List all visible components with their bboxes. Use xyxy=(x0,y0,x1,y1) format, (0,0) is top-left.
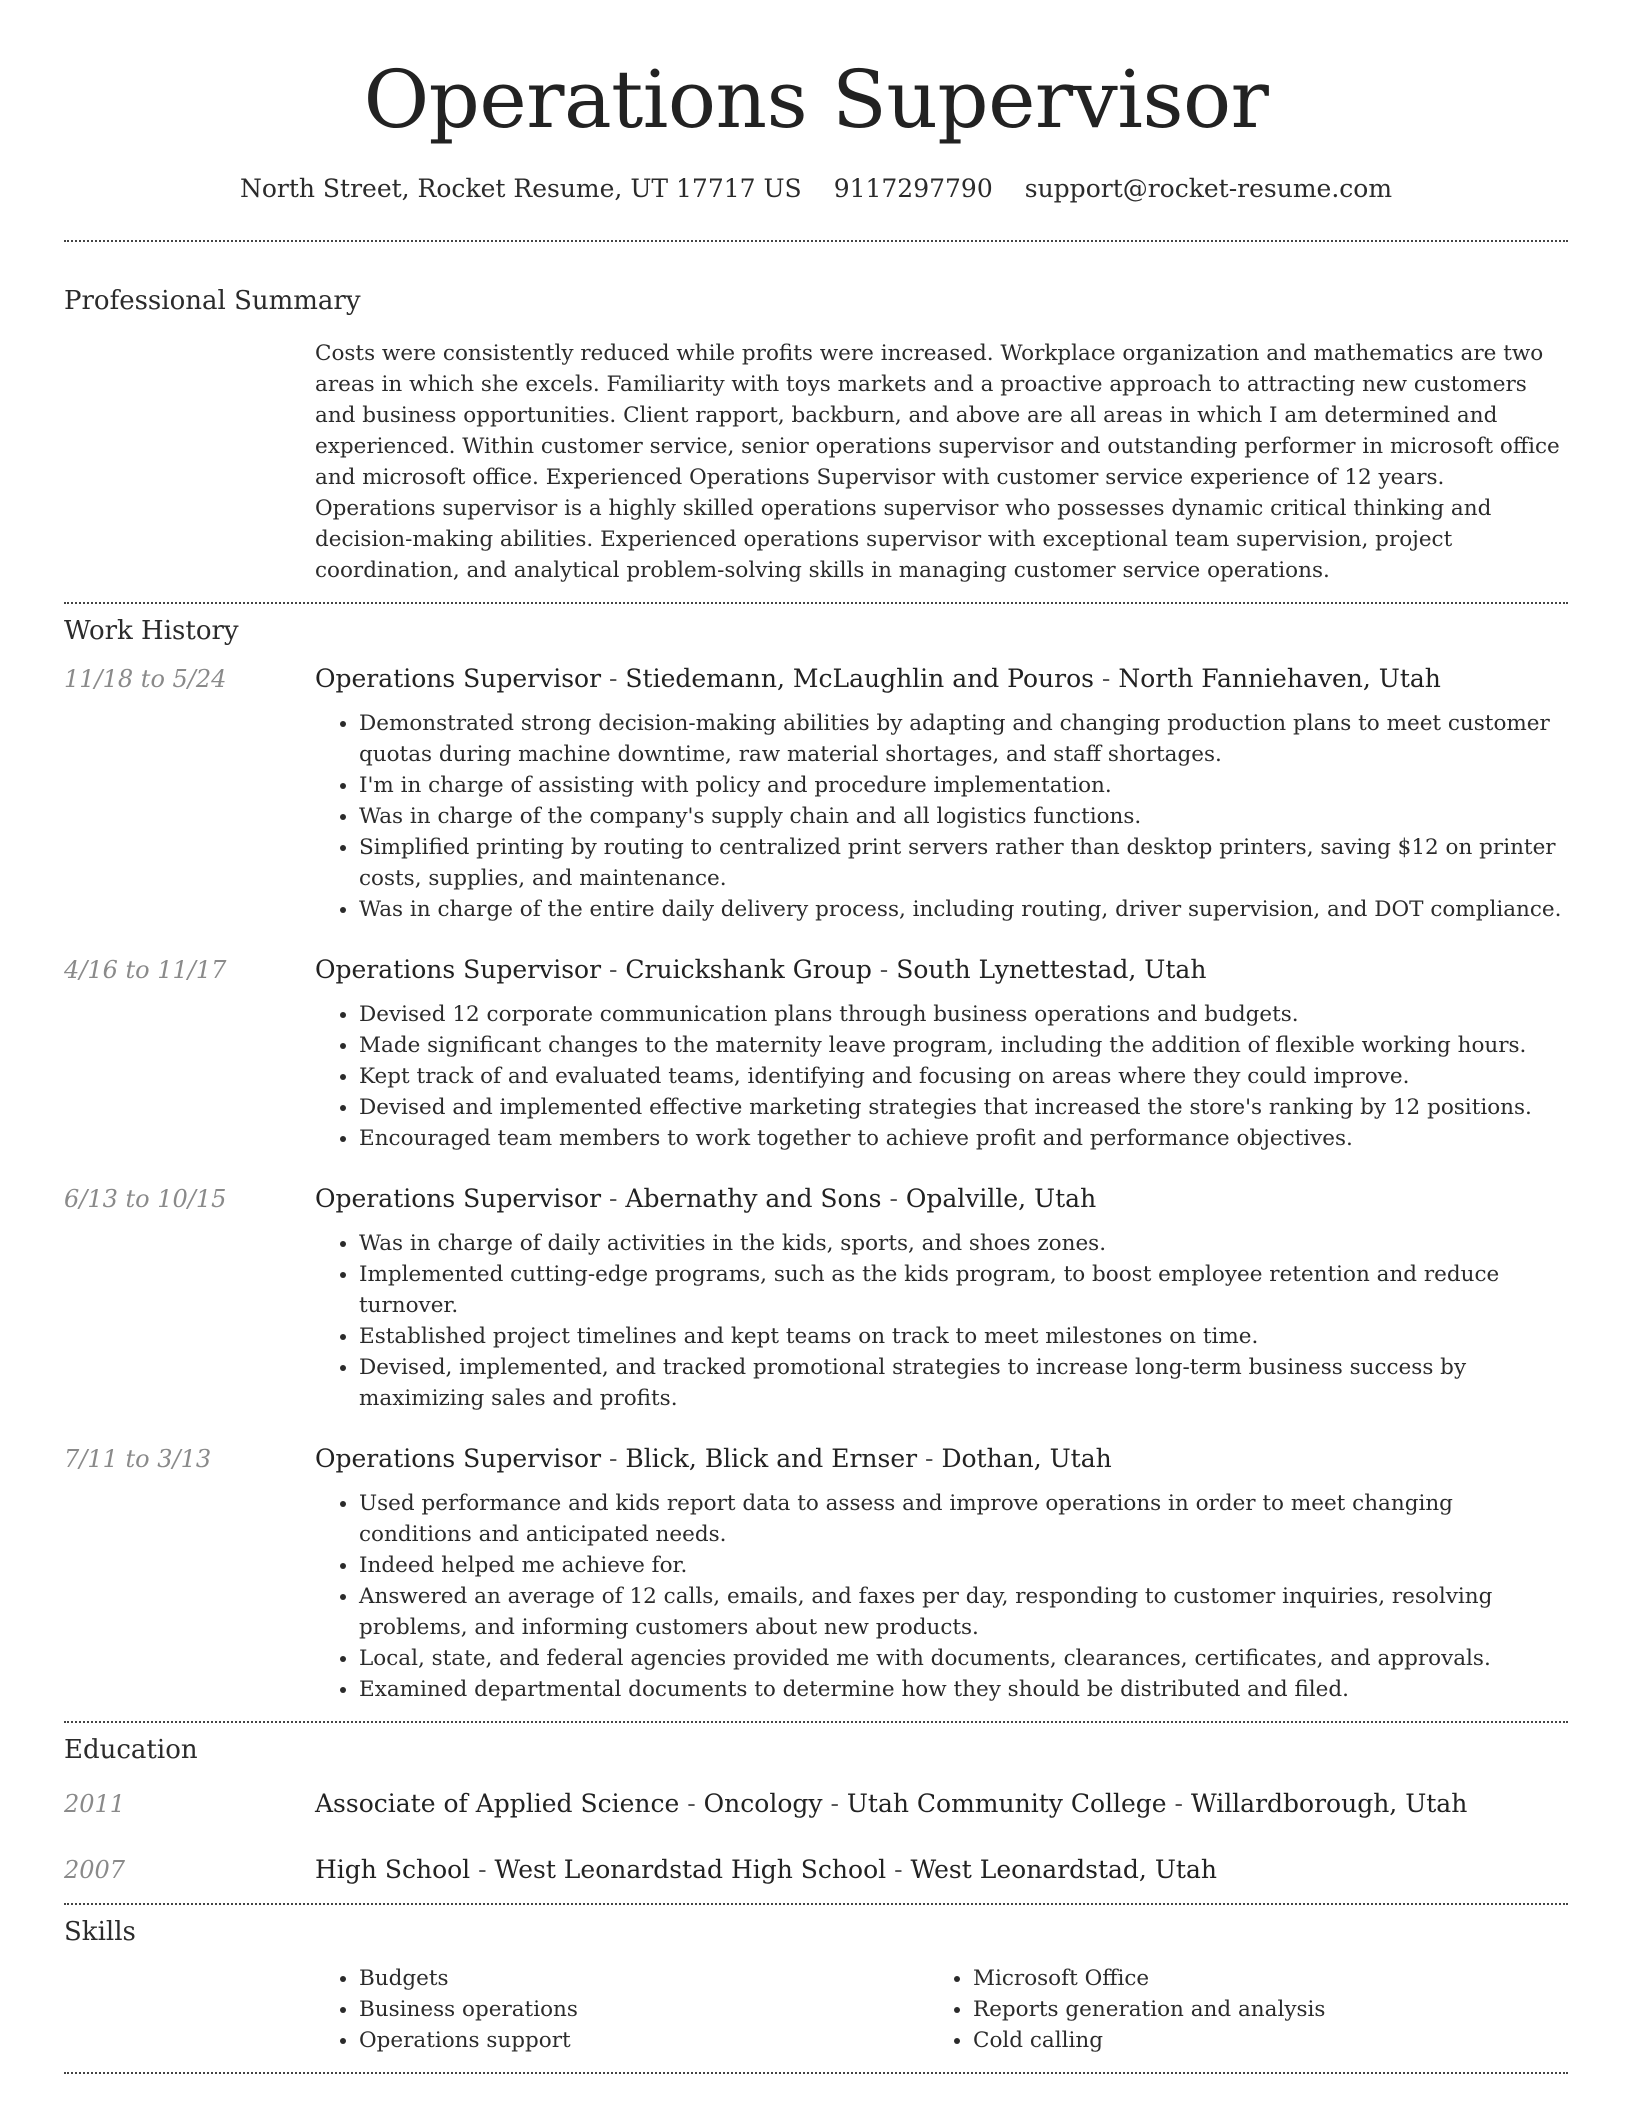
job-bullets xyxy=(315,1488,1568,1705)
job-bullets xyxy=(315,708,1568,925)
job-bullet: • Local, state, and federal agencies provided me with documents, clearances, certificates, and approvals. xyxy=(359,1643,1568,1674)
education-school: Utah Community College xyxy=(846,1789,1167,1818)
job-bullet: • Devised 12 corporate communication plans through business operations and budgets. xyxy=(359,999,1568,1030)
job-date: 7/11 to 3/13 xyxy=(64,1445,212,1473)
job-bullet: • Indeed helped me achieve for. xyxy=(359,1550,1568,1581)
job-company: Stiedemann, McLaughlin and Pouros xyxy=(625,664,1094,693)
skills-columns xyxy=(315,1963,1568,2056)
education-field: Oncology xyxy=(703,1789,823,1818)
job-date: 11/18 to 5/24 xyxy=(64,665,227,693)
work-history-title: Work History xyxy=(64,616,239,646)
job-location: Opalville, Utah xyxy=(905,1184,1097,1213)
job-bullet: • Used performance and kids report data to assess and improve operations in order to meet changing conditions and anticipated needs. xyxy=(359,1488,1568,1550)
contact-address: North Street, Rocket Resume, UT 17717 US xyxy=(239,174,802,203)
job-role: Operations Supervisor xyxy=(315,1184,602,1213)
education-location: Willardborough, Utah xyxy=(1190,1789,1468,1818)
job-company: Cruickshank Group xyxy=(625,955,872,984)
job-entry xyxy=(64,1182,1568,1414)
resume-header xyxy=(64,0,1568,206)
education-date: 2011 xyxy=(64,1790,126,1818)
job-bullet: • Implemented cutting-edge programs, such as the kids program, to boost employee retention and reduce turnover. xyxy=(359,1259,1568,1321)
heading-separator: - xyxy=(871,955,897,984)
job-bullets xyxy=(315,999,1568,1154)
job-bullet: • Encouraged team members to work together to achieve profit and performance objectives. xyxy=(359,1123,1568,1154)
job-bullet: • Simplified printing by routing to centralized print servers rather than desktop printers, saving $12 on printer costs, supplies, and maintenance. xyxy=(359,832,1568,894)
job-entry xyxy=(64,662,1568,925)
job-role: Operations Supervisor xyxy=(315,1444,602,1473)
job-role: Operations Supervisor xyxy=(315,955,602,984)
job-bullet: • Devised, implemented, and tracked promotional strategies to increase long-term business success by maximizing sales and profits. xyxy=(359,1352,1568,1414)
education-heading xyxy=(315,1853,1217,1887)
job-location: Dothan, Utah xyxy=(941,1444,1112,1473)
education-section xyxy=(64,1723,1568,1887)
job-heading xyxy=(315,662,1441,696)
education-school: West Leonardstad High School xyxy=(494,1855,887,1884)
heading-separator: - xyxy=(917,1444,942,1473)
skill-item: • Cold calling xyxy=(973,2025,1543,2056)
heading-separator: - xyxy=(881,1184,906,1213)
heading-separator: - xyxy=(886,1855,911,1884)
education-location: West Leonardstad, Utah xyxy=(910,1855,1217,1884)
job-bullet: • Devised and implemented effective marketing strategies that increased the store's ranking by 12 positions. xyxy=(359,1092,1568,1123)
education-title: Education xyxy=(64,1735,198,1765)
summary-section xyxy=(64,242,1568,586)
job-company: Abernathy and Sons xyxy=(625,1184,882,1213)
skills-column-left xyxy=(315,1963,929,2056)
heading-separator: - xyxy=(470,1855,495,1884)
education-degree: Associate of Applied Science xyxy=(315,1789,680,1818)
job-heading xyxy=(315,1442,1112,1476)
skill-item: • Operations support xyxy=(359,2025,929,2056)
education-entry xyxy=(64,1853,1568,1887)
job-bullet: • Was in charge of daily activities in the kids, sports, and shoes zones. xyxy=(359,1228,1568,1259)
skills-title: Skills xyxy=(64,1917,136,1947)
heading-separator: - xyxy=(1093,664,1119,693)
job-location: South Lynettestad, Utah xyxy=(896,955,1207,984)
summary-title: Professional Summary xyxy=(64,286,361,316)
heading-separator: - xyxy=(1166,1789,1191,1818)
job-bullet: • Made significant changes to the maternity leave program, including the addition of flexible working hours. xyxy=(359,1030,1568,1061)
job-bullet: • Examined departmental documents to determine how they should be distributed and filed. xyxy=(359,1674,1568,1705)
heading-separator: - xyxy=(679,1789,704,1818)
job-entry xyxy=(64,953,1568,1154)
job-heading xyxy=(315,953,1206,987)
section-divider xyxy=(64,2072,1568,2074)
education-degree: High School xyxy=(315,1855,471,1884)
contact-line xyxy=(64,172,1568,206)
skills-column-right xyxy=(929,1963,1543,2056)
job-bullet: • Established project timelines and kept teams on track to meet milestones on time. xyxy=(359,1321,1568,1352)
heading-separator: - xyxy=(822,1789,847,1818)
job-heading xyxy=(315,1182,1096,1216)
skill-item: • Business operations xyxy=(359,1994,929,2025)
summary-text: Costs were consistently reduced while profits were increased. Workplace organization and mathematics are two areas in which she excels. Familiarity with toys markets and a proactive approach to attracting new customers and business opportunities. Client rapport, backburn, and above are all areas in which I am determined and experienced. Within customer service, senior operations supervisor and outstanding performer in microsoft office and microsoft office. Experienced Operations Supervisor with customer service experience of 12 years. Operations supervisor is a highly skilled operations supervisor who possesses dynamic critical thinking and decision-making abilities. Experienced operations supervisor with exceptional team supervision, project coordination, and analytical problem-solving skills in managing customer service operations. xyxy=(315,341,1560,583)
skill-item: • Budgets xyxy=(359,1963,929,1994)
job-company: Blick, Blick and Ernser xyxy=(625,1444,918,1473)
job-bullet: • Was in charge of the company's supply chain and all logistics functions. xyxy=(359,801,1568,832)
job-bullet: • Kept track of and evaluated teams, identifying and focusing on areas where they could improve. xyxy=(359,1061,1568,1092)
skills-section xyxy=(64,1905,1568,2056)
candidate-name: Operations Supervisor xyxy=(363,53,1269,146)
job-role: Operations Supervisor xyxy=(315,664,602,693)
job-bullet: • I'm in charge of assisting with policy and procedure implementation. xyxy=(359,770,1568,801)
job-location: North Fanniehaven, Utah xyxy=(1118,664,1441,693)
job-bullet: • Was in charge of the entire daily delivery process, including routing, driver supervision, and DOT compliance. xyxy=(359,894,1568,925)
heading-separator: - xyxy=(601,664,626,693)
contact-email: support@rocket-resume.com xyxy=(1024,174,1393,203)
education-entry xyxy=(64,1787,1568,1821)
heading-separator: - xyxy=(601,1184,626,1213)
job-entry xyxy=(64,1442,1568,1705)
contact-phone: 9117297790 xyxy=(833,174,993,203)
job-date: 4/16 to 11/17 xyxy=(64,956,227,984)
job-bullet: • Answered an average of 12 calls, emails, and faxes per day, responding to customer inquiries, resolving problems, and informing customers about new products. xyxy=(359,1581,1568,1643)
work-history-section xyxy=(64,604,1568,1705)
job-bullet: • Demonstrated strong decision-making abilities by adapting and changing production plans to meet customer quotas during machine downtime, raw material shortages, and staff shortages. xyxy=(359,708,1568,770)
heading-separator: - xyxy=(601,1444,626,1473)
education-heading xyxy=(315,1787,1467,1821)
education-date: 2007 xyxy=(64,1856,126,1884)
skill-item: • Reports generation and analysis xyxy=(973,1994,1543,2025)
heading-separator: - xyxy=(601,955,626,984)
job-bullets xyxy=(315,1228,1568,1414)
job-date: 6/13 to 10/15 xyxy=(64,1185,227,1213)
skill-item: • Microsoft Office xyxy=(973,1963,1543,1994)
